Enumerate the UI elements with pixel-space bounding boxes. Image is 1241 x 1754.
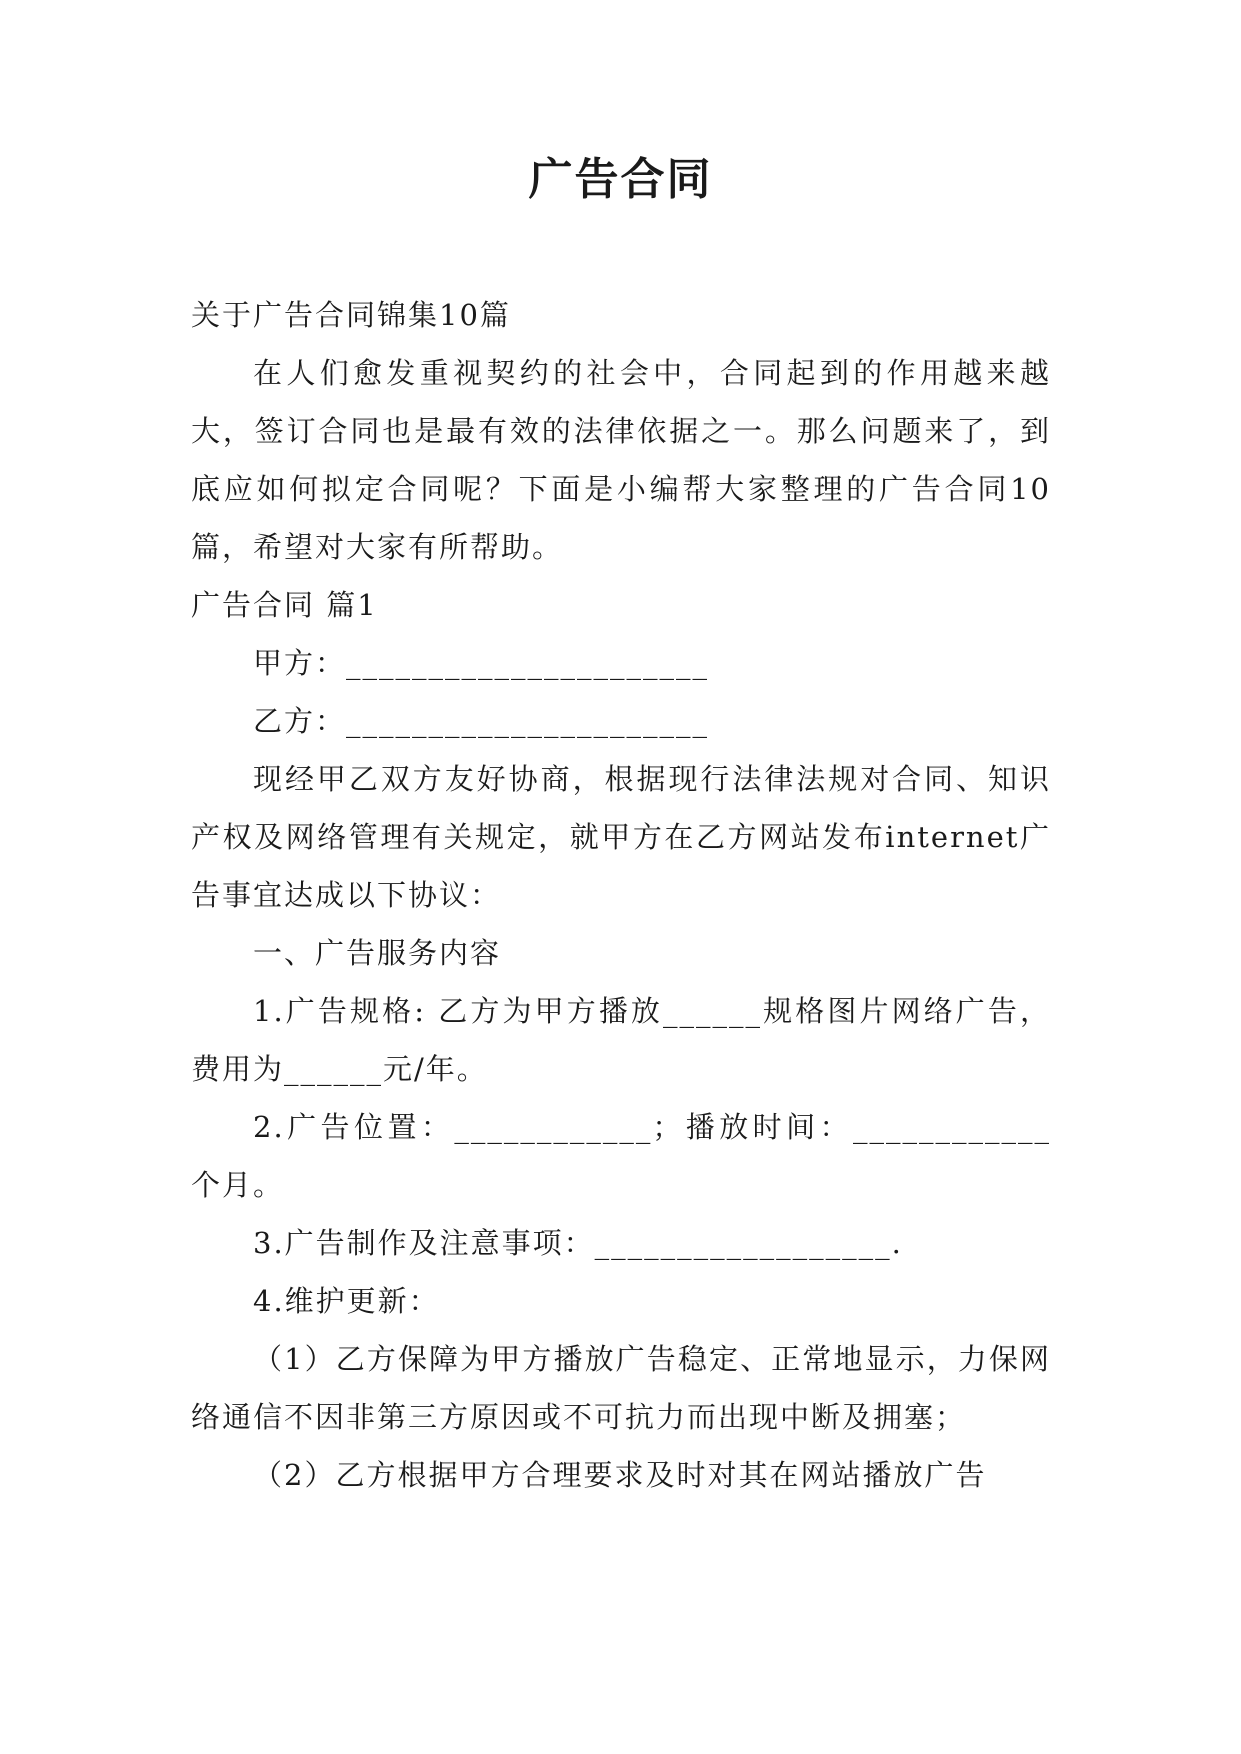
party-a-line: 甲方：______________________: [253, 646, 710, 680]
clause-subitem: （2）乙方根据甲方合理要求及时对其在网站播放广告: [253, 1458, 987, 1492]
clause-item: 2.广告位置：____________；播放时间：____________个月。: [191, 1110, 1051, 1202]
party-b-line: 乙方：______________________: [253, 704, 710, 738]
clause-item: 1.广告规格: 乙方为甲方播放______规格图片网络广告，费用为______元/年。: [191, 994, 1051, 1086]
clause-heading: 一、广告服务内容: [253, 936, 502, 970]
paragraph: 关于广告合同锦集10篇: [191, 298, 511, 332]
paragraph: 现经甲乙双方友好协商，根据现行法律法规对合同、知识产权及网络管理有关规定，就甲方在乙方网站发布internet广告事宜达成以下协议：: [191, 762, 1051, 912]
clause-item: 4.维护更新：: [253, 1284, 440, 1318]
clause-item: 3.广告制作及注意事项：__________________.: [253, 1226, 903, 1260]
document-title: 广告合同: [528, 154, 713, 205]
clause-subitem: （1）乙方保障为甲方播放广告稳定、正常地显示，力保网络通信不因非第三方原因或不可抗力而出现中断及拥塞；: [191, 1342, 1051, 1434]
section-heading: 广告合同 篇1: [191, 588, 378, 622]
paragraph: 在人们愈发重视契约的社会中，合同起到的作用越来越大，签订合同也是最有效的法律依据之一。那么问题来了，到底应如何拟定合同呢？下面是小编帮大家整理的广告合同10篇，希望对大家有所帮助。: [191, 356, 1051, 564]
document-body: [191, 286, 1051, 1504]
